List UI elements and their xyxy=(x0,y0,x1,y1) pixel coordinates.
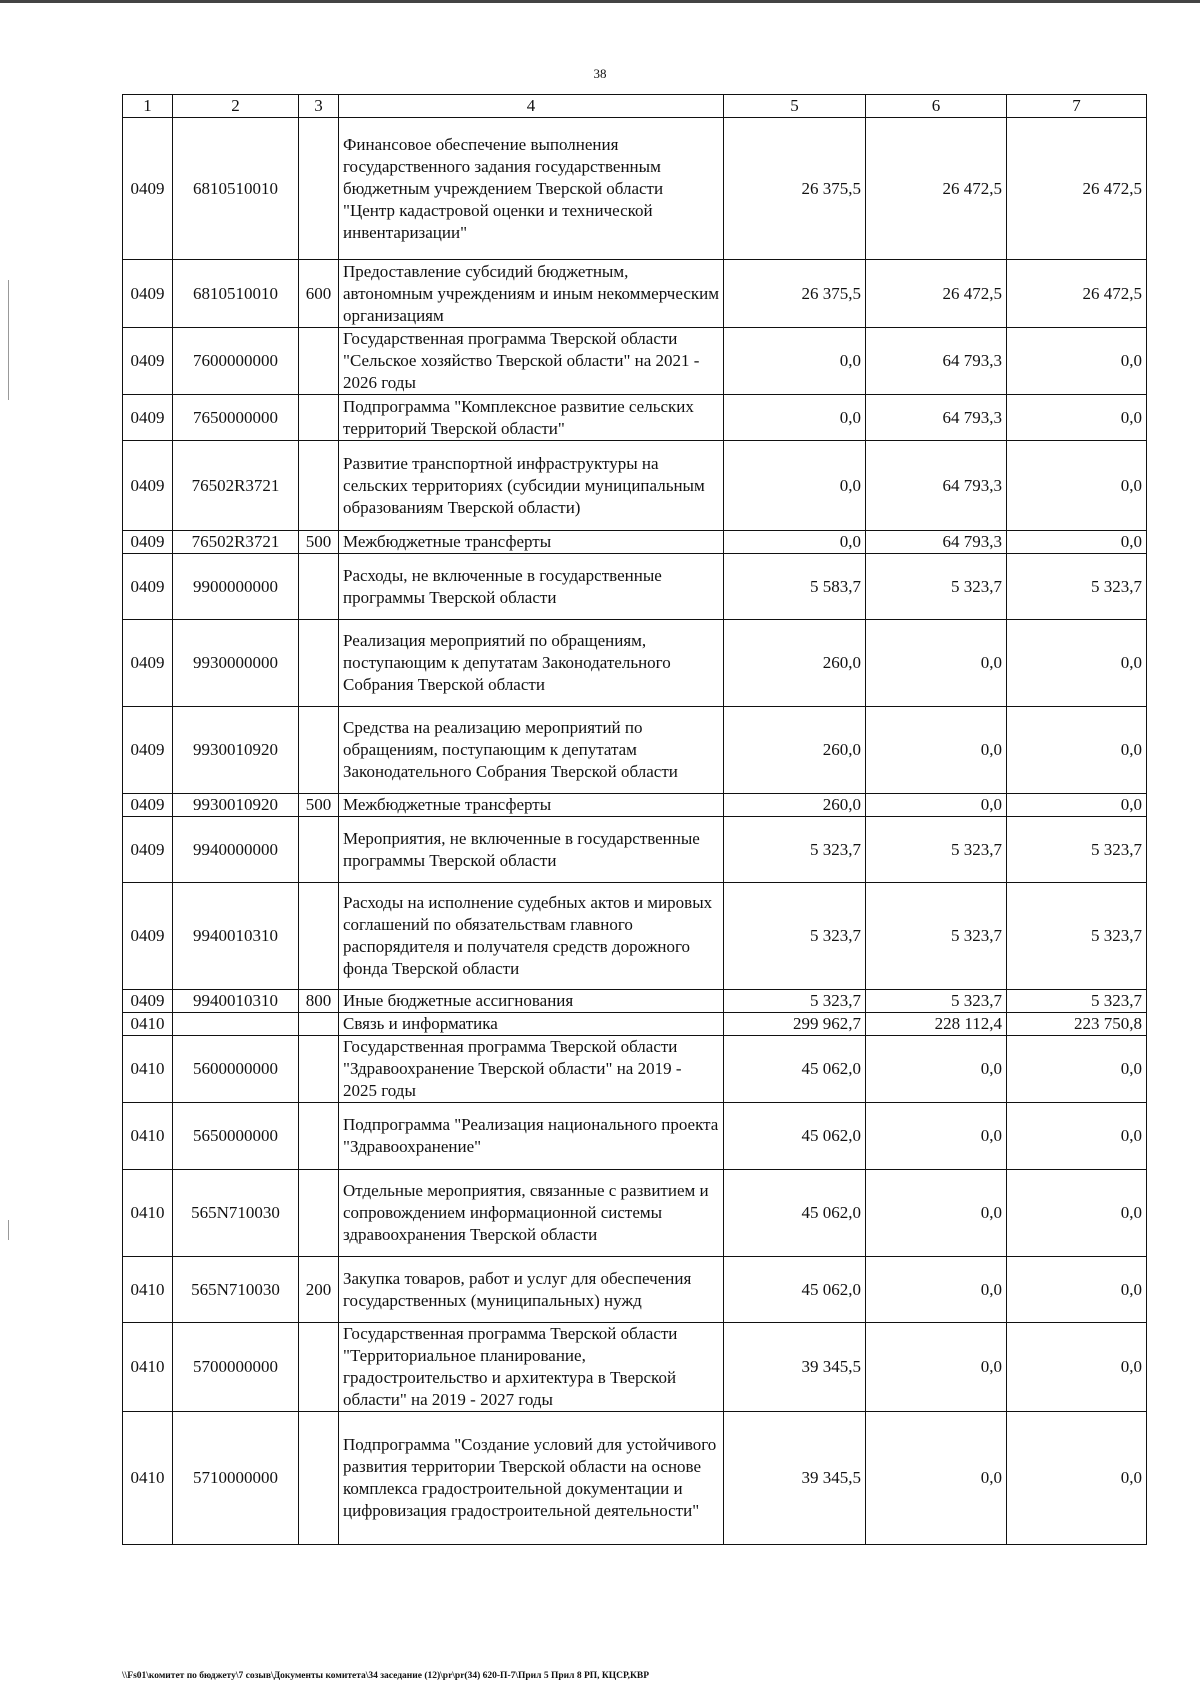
expense-type-code xyxy=(299,395,339,441)
table-row xyxy=(123,620,1147,707)
amount-year-1: 5 323,7 xyxy=(724,990,866,1013)
description: Государственная программа Тверской области "Сельское хозяйство Тверской области" на 2021 - 2026 годы xyxy=(339,328,724,395)
section-code: 0409 xyxy=(123,817,173,883)
amount-year-2: 5 323,7 xyxy=(866,990,1007,1013)
table-row xyxy=(123,817,1147,883)
expense-type-code xyxy=(299,118,339,260)
table-header-row xyxy=(123,95,1147,118)
table-row xyxy=(123,118,1147,260)
section-code: 0409 xyxy=(123,260,173,328)
amount-year-2: 64 793,3 xyxy=(866,531,1007,554)
expense-type-code: 200 xyxy=(299,1257,339,1323)
description: Реализация мероприятий по обращениям, поступающим к депутатам Законодательного Собрания Тверской области xyxy=(339,620,724,707)
amount-year-3: 26 472,5 xyxy=(1007,118,1147,260)
expense-type-code xyxy=(299,883,339,990)
description: Мероприятия, не включенные в государственные программы Тверской области xyxy=(339,817,724,883)
amount-year-3: 0,0 xyxy=(1007,1170,1147,1257)
section-code: 0409 xyxy=(123,531,173,554)
amount-year-2: 0,0 xyxy=(866,707,1007,794)
expense-type-code xyxy=(299,707,339,794)
amount-year-2: 0,0 xyxy=(866,620,1007,707)
section-code: 0410 xyxy=(123,1036,173,1103)
table-row xyxy=(123,1412,1147,1545)
amount-year-3: 0,0 xyxy=(1007,1103,1147,1170)
amount-year-3: 0,0 xyxy=(1007,1323,1147,1412)
description: Закупка товаров, работ и услуг для обеспечения государственных (муниципальных) нужд xyxy=(339,1257,724,1323)
amount-year-3: 0,0 xyxy=(1007,531,1147,554)
target-article-code: 5650000000 xyxy=(173,1103,299,1170)
table-row xyxy=(123,395,1147,441)
target-article-code: 9940000000 xyxy=(173,817,299,883)
section-code: 0409 xyxy=(123,395,173,441)
amount-year-2: 64 793,3 xyxy=(866,395,1007,441)
amount-year-2: 0,0 xyxy=(866,1257,1007,1323)
table-row xyxy=(123,707,1147,794)
amount-year-1: 260,0 xyxy=(724,707,866,794)
section-code: 0409 xyxy=(123,794,173,817)
column-header: 2 xyxy=(173,95,299,118)
amount-year-1: 5 323,7 xyxy=(724,817,866,883)
amount-year-3: 5 323,7 xyxy=(1007,554,1147,620)
target-article-code: 76502R3721 xyxy=(173,531,299,554)
target-article-code: 9940010310 xyxy=(173,883,299,990)
amount-year-2: 0,0 xyxy=(866,794,1007,817)
target-article-code: 7650000000 xyxy=(173,395,299,441)
description: Отдельные мероприятия, связанные с развитием и сопровождением информационной системы здравоохранения Тверской области xyxy=(339,1170,724,1257)
section-code: 0409 xyxy=(123,883,173,990)
table-row xyxy=(123,794,1147,817)
target-article-code: 565N710030 xyxy=(173,1170,299,1257)
table-row xyxy=(123,1103,1147,1170)
column-header: 5 xyxy=(724,95,866,118)
amount-year-1: 45 062,0 xyxy=(724,1257,866,1323)
description: Предоставление субсидий бюджетным, автономным учреждениям и иным некоммерческим организациям xyxy=(339,260,724,328)
column-header: 7 xyxy=(1007,95,1147,118)
section-code: 0409 xyxy=(123,118,173,260)
description: Подпрограмма "Комплексное развитие сельских территорий Тверской области" xyxy=(339,395,724,441)
description: Связь и информатика xyxy=(339,1013,724,1036)
amount-year-2: 5 323,7 xyxy=(866,883,1007,990)
expense-type-code: 800 xyxy=(299,990,339,1013)
description: Межбюджетные трансферты xyxy=(339,794,724,817)
table-row xyxy=(123,1323,1147,1412)
amount-year-3: 0,0 xyxy=(1007,1036,1147,1103)
amount-year-3: 0,0 xyxy=(1007,707,1147,794)
target-article-code: 6810510010 xyxy=(173,260,299,328)
amount-year-2: 0,0 xyxy=(866,1170,1007,1257)
amount-year-2: 5 323,7 xyxy=(866,817,1007,883)
target-article-code: 9940010310 xyxy=(173,990,299,1013)
amount-year-1: 0,0 xyxy=(724,531,866,554)
amount-year-3: 0,0 xyxy=(1007,620,1147,707)
amount-year-3: 0,0 xyxy=(1007,328,1147,395)
amount-year-1: 45 062,0 xyxy=(724,1036,866,1103)
section-code: 0409 xyxy=(123,990,173,1013)
table-row xyxy=(123,441,1147,531)
amount-year-1: 260,0 xyxy=(724,620,866,707)
amount-year-1: 45 062,0 xyxy=(724,1103,866,1170)
expense-type-code xyxy=(299,1013,339,1036)
description: Государственная программа Тверской области "Здравоохранение Тверской области" на 2019 - 2025 годы xyxy=(339,1036,724,1103)
budget-table xyxy=(122,94,1147,1545)
table-row xyxy=(123,328,1147,395)
target-article-code: 9930010920 xyxy=(173,707,299,794)
target-article-code: 565N710030 xyxy=(173,1257,299,1323)
amount-year-2: 0,0 xyxy=(866,1036,1007,1103)
amount-year-1: 45 062,0 xyxy=(724,1170,866,1257)
section-code: 0410 xyxy=(123,1257,173,1323)
target-article-code: 9930010920 xyxy=(173,794,299,817)
amount-year-3: 5 323,7 xyxy=(1007,883,1147,990)
amount-year-3: 26 472,5 xyxy=(1007,260,1147,328)
amount-year-2: 0,0 xyxy=(866,1103,1007,1170)
section-code: 0409 xyxy=(123,441,173,531)
target-article-code: 76502R3721 xyxy=(173,441,299,531)
column-header: 4 xyxy=(339,95,724,118)
amount-year-2: 5 323,7 xyxy=(866,554,1007,620)
expense-type-code xyxy=(299,1103,339,1170)
description: Межбюджетные трансферты xyxy=(339,531,724,554)
amount-year-1: 0,0 xyxy=(724,441,866,531)
expense-type-code xyxy=(299,554,339,620)
table-row xyxy=(123,1013,1147,1036)
expense-type-code xyxy=(299,1323,339,1412)
description: Расходы на исполнение судебных актов и мировых соглашений по обязательствам главного распорядителя и получателя средств дорожного фонда Тверской области xyxy=(339,883,724,990)
amount-year-1: 0,0 xyxy=(724,328,866,395)
target-article-code: 7600000000 xyxy=(173,328,299,395)
target-article-code: 5710000000 xyxy=(173,1412,299,1545)
target-article-code: 9930000000 xyxy=(173,620,299,707)
footer-file-path: \\Fs01\комитет по бюджету\7 созыв\Документы комитета\34 заседание (12)\pr\pr(34) 620-П-7\Прил 5 Прил 8 РП, КЦСР,КВР xyxy=(122,1671,650,1681)
table-row xyxy=(123,1170,1147,1257)
section-code: 0410 xyxy=(123,1323,173,1412)
description: Средства на реализацию мероприятий по обращениям, поступающим к депутатам Законодательного Собрания Тверской области xyxy=(339,707,724,794)
amount-year-1: 260,0 xyxy=(724,794,866,817)
amount-year-3: 0,0 xyxy=(1007,794,1147,817)
description: Развитие транспортной инфраструктуры на сельских территориях (субсидии муниципальным образованиям Тверской области) xyxy=(339,441,724,531)
amount-year-3: 0,0 xyxy=(1007,441,1147,531)
section-code: 0410 xyxy=(123,1170,173,1257)
amount-year-1: 39 345,5 xyxy=(724,1412,866,1545)
target-article-code xyxy=(173,1013,299,1036)
expense-type-code xyxy=(299,328,339,395)
amount-year-2: 64 793,3 xyxy=(866,328,1007,395)
amount-year-1: 0,0 xyxy=(724,395,866,441)
column-header: 1 xyxy=(123,95,173,118)
amount-year-1: 5 583,7 xyxy=(724,554,866,620)
section-code: 0409 xyxy=(123,328,173,395)
amount-year-2: 26 472,5 xyxy=(866,118,1007,260)
scan-top-edge xyxy=(0,0,1200,3)
table-row xyxy=(123,883,1147,990)
amount-year-3: 0,0 xyxy=(1007,395,1147,441)
page-number: 38 xyxy=(593,66,607,81)
amount-year-1: 5 323,7 xyxy=(724,883,866,990)
table-row xyxy=(123,531,1147,554)
description: Иные бюджетные ассигнования xyxy=(339,990,724,1013)
section-code: 0409 xyxy=(123,554,173,620)
description: Подпрограмма "Реализация национального проекта "Здравоохранение" xyxy=(339,1103,724,1170)
description: Подпрограмма "Создание условий для устойчивого развития территории Тверской области на основе комплекса градостроительной документации и цифровизация градостроительной деятельности" xyxy=(339,1412,724,1545)
expense-type-code xyxy=(299,817,339,883)
amount-year-2: 0,0 xyxy=(866,1412,1007,1545)
table-row xyxy=(123,554,1147,620)
amount-year-2: 26 472,5 xyxy=(866,260,1007,328)
section-code: 0410 xyxy=(123,1013,173,1036)
scan-margin-mark xyxy=(8,1220,9,1240)
table-row xyxy=(123,1257,1147,1323)
column-header: 3 xyxy=(299,95,339,118)
expense-type-code xyxy=(299,620,339,707)
description: Расходы, не включенные в государственные программы Тверской области xyxy=(339,554,724,620)
amount-year-3: 223 750,8 xyxy=(1007,1013,1147,1036)
table-row xyxy=(123,1036,1147,1103)
amount-year-3: 5 323,7 xyxy=(1007,817,1147,883)
section-code: 0410 xyxy=(123,1103,173,1170)
expense-type-code: 600 xyxy=(299,260,339,328)
target-article-code: 9900000000 xyxy=(173,554,299,620)
section-code: 0409 xyxy=(123,620,173,707)
expense-type-code xyxy=(299,1036,339,1103)
column-header: 6 xyxy=(866,95,1007,118)
expense-type-code xyxy=(299,1412,339,1545)
section-code: 0410 xyxy=(123,1412,173,1545)
amount-year-1: 299 962,7 xyxy=(724,1013,866,1036)
amount-year-1: 39 345,5 xyxy=(724,1323,866,1412)
expense-type-code xyxy=(299,1170,339,1257)
amount-year-2: 228 112,4 xyxy=(866,1013,1007,1036)
amount-year-2: 64 793,3 xyxy=(866,441,1007,531)
description: Финансовое обеспечение выполнения государственного задания государственным бюджетным учреждением Тверской области "Центр кадастровой оценки и технической инвентаризации" xyxy=(339,118,724,260)
amount-year-1: 26 375,5 xyxy=(724,118,866,260)
expense-type-code xyxy=(299,441,339,531)
scan-margin-mark xyxy=(8,280,9,400)
target-article-code: 6810510010 xyxy=(173,118,299,260)
target-article-code: 5700000000 xyxy=(173,1323,299,1412)
amount-year-1: 26 375,5 xyxy=(724,260,866,328)
amount-year-3: 5 323,7 xyxy=(1007,990,1147,1013)
table-row xyxy=(123,260,1147,328)
section-code: 0409 xyxy=(123,707,173,794)
description: Государственная программа Тверской области "Территориальное планирование, градостроительство и архитектура в Тверской области" на 2019 - 2027 годы xyxy=(339,1323,724,1412)
amount-year-3: 0,0 xyxy=(1007,1257,1147,1323)
target-article-code: 5600000000 xyxy=(173,1036,299,1103)
expense-type-code: 500 xyxy=(299,531,339,554)
table-row xyxy=(123,990,1147,1013)
amount-year-2: 0,0 xyxy=(866,1323,1007,1412)
expense-type-code: 500 xyxy=(299,794,339,817)
amount-year-3: 0,0 xyxy=(1007,1412,1147,1545)
